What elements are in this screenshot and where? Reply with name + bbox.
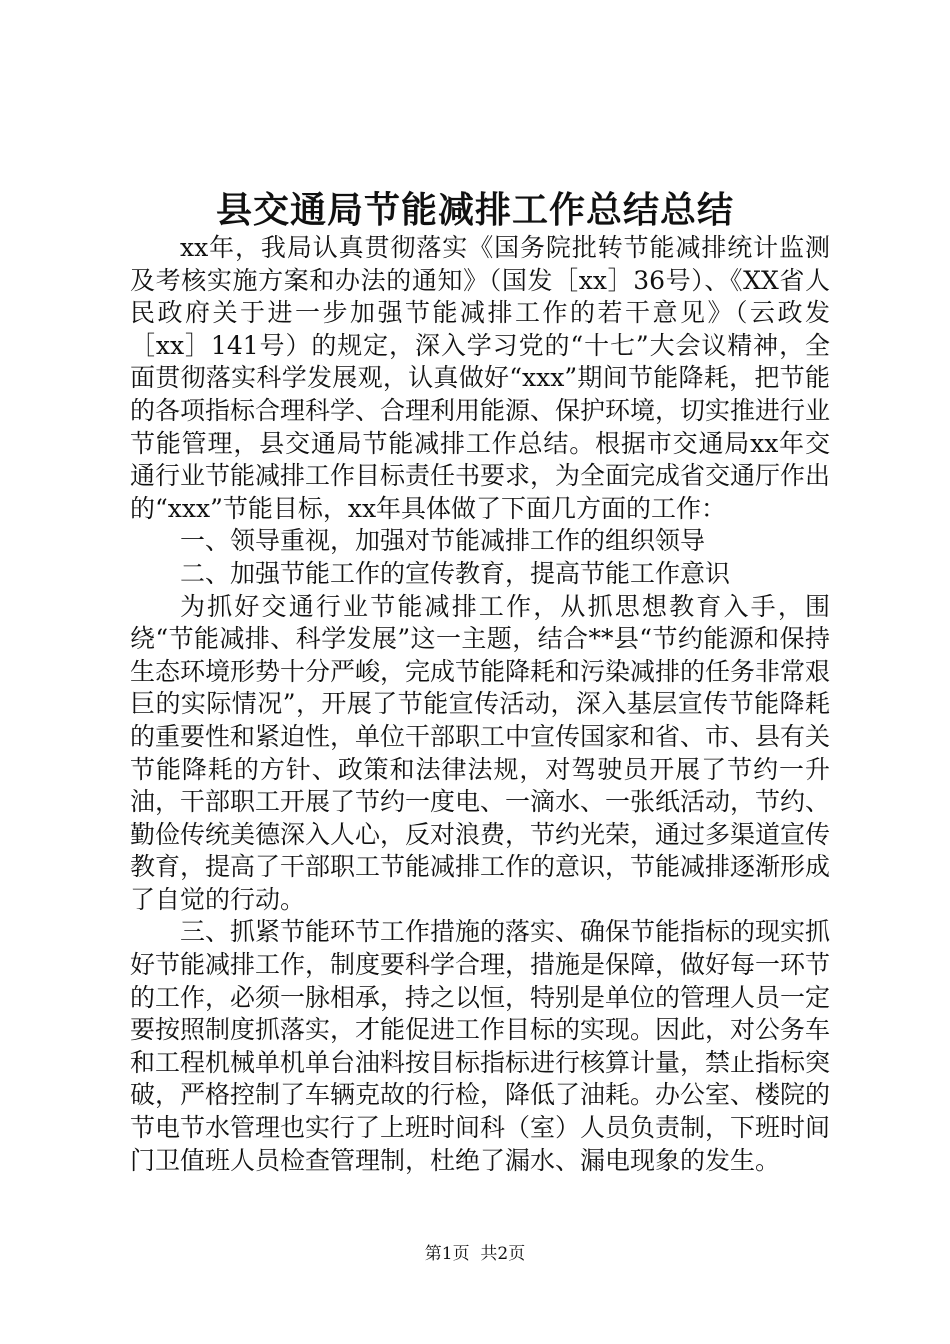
paragraph-publicity: 为抓好交通行业节能减排工作，从抓思想教育入手，围绕“节能减排、科学发展”这一主题，结合**县“节约能源和保持生态环境形势十分严峻，完成节能降耗和污染减排的任务非常艰巨的实际情况”，开展了节能宣传活动，深入基层宣传节能降耗的重要性和紧迫性，单位干部职工中宣传国家和省、市、县有关节能降耗的方针、政策和法律法规，对驾驶员开展了节约一升油，干部职工开展了节约一度电、一滴水、一张纸活动，节约、勤俭传统美德深入人心，反对浪费，节约光荣，通过多渠道宣传教育，提高了干部职工节能减排工作的意识，节能减排逐渐形成了自觉的行动。 — [130, 591, 831, 914]
page-number: 第1页 — [424, 1244, 470, 1264]
section-heading-2: 二、加强节能工作的宣传教育，提高节能工作意识 — [180, 558, 731, 588]
document-body — [130, 232, 830, 1177]
section-heading-1: 一、领导重视，加强对节能减排工作的组织领导 — [180, 526, 706, 556]
paragraph-measures: 三、抓紧节能环节工作措施的落实、确保节能指标的现实抓好节能减排工作，制度要科学合理，措施是保障，做好每一环节的工作，必须一脉相承，持之以恒，特别是单位的管理人员一定要按照制度抓落实，才能促进工作目标的实现。因此，对公务车和工程机械单机单台油料按目标指标进行核算计量，禁止指标突破，严格控制了车辆克故的行检，降低了油耗。办公室、楼院的节电节水管理也实行了上班时间科（室）人员负责制，下班时间门卫值班人员检查管理制，杜绝了漏水、漏电现象的发生。 — [130, 917, 831, 1175]
page-total: 共2页 — [480, 1244, 526, 1264]
paragraph-intro: xx年，我局认真贯彻落实《国务院批转节能减排统计监测及考核实施方案和办法的通知》（国发［xx］36号）、《XX省人民政府关于进一步加强节能减排工作的若干意见》（云政发［xx］141号）的规定，深入学习党的“十七”大会议精神，全面贯彻落实科学发展观，认真做好“xxx”期间节能降耗，把节能的各项指标合理科学、合理利用能源、保护环境，切实推进行业节能管理，县交通局节能减排工作总结。根据市交通局xx年交通行业节能减排工作目标责任书要求，为全面完成省交通厅作出的“xxx”节能目标，xx年具体做了下面几方面的工作： — [130, 233, 831, 523]
page-footer — [0, 1243, 950, 1265]
document-title: 县交通局节能减排工作总结总结 — [215, 189, 734, 231]
